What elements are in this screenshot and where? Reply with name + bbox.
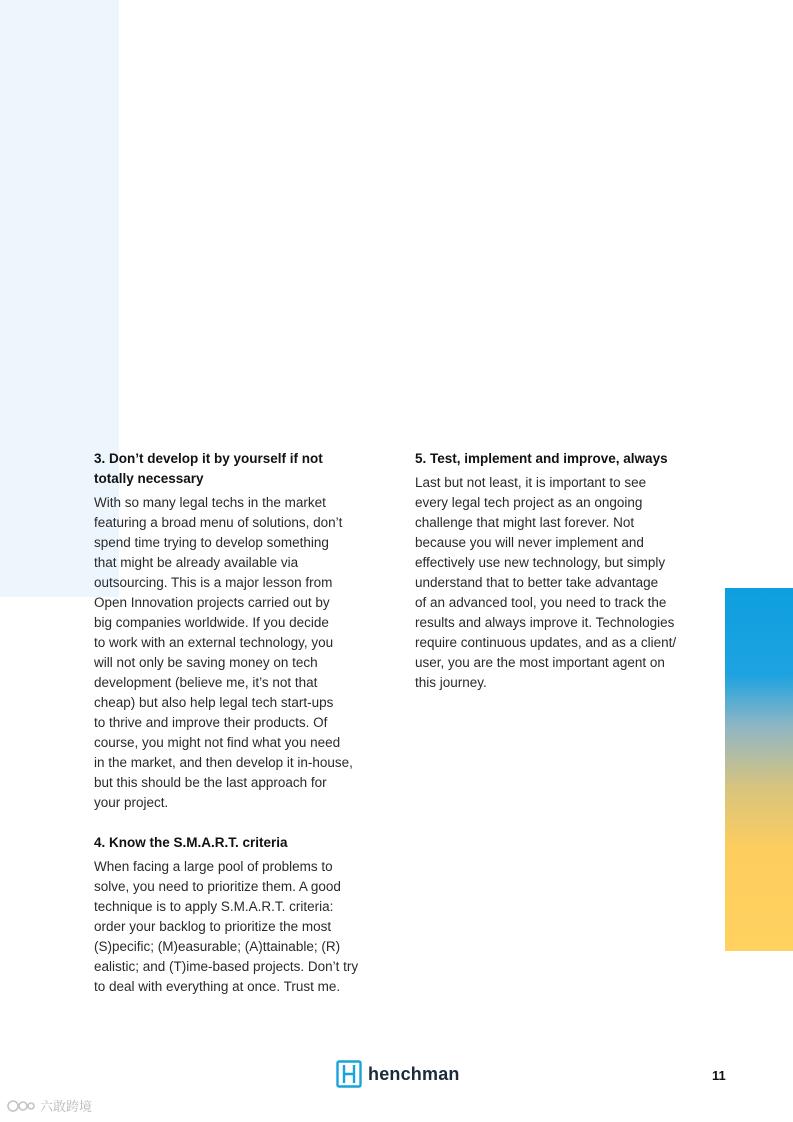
- section-4-body: When facing a large pool of problems to solve, you need to prioritize them. A good technique is to apply S.M.A.R.T. criteria: order your backlog to prioritize the most (S)pecific; (M)easurable; (A)ttainable; (R) ealistic; and (T)ime-based projects. Don’t try to deal with everything at once. Trust me.: [94, 859, 359, 994]
- section-3-heading: 3. Don’t develop it by yourself if not totally necessary: [94, 451, 323, 486]
- watermark: [6, 1096, 92, 1115]
- section-5: [415, 449, 715, 693]
- decorative-gradient-bar: [725, 588, 793, 951]
- section-4: [94, 833, 394, 997]
- page-number: 11: [712, 1068, 726, 1083]
- section-5-heading: 5. Test, implement and improve, always: [415, 451, 668, 466]
- watermark-icon: [6, 1098, 36, 1114]
- henchman-logo-icon: [336, 1060, 362, 1088]
- section-3-body: With so many legal techs in the market featuring a broad menu of solutions, don’t spend time trying to develop something that might be already available via outsourcing. This is a major lesson from Open Innovation projects carried out by big companies worldwide. If you decide to work with an external technology, you will not only be saving money on tech development (believe me, it’s not that cheap) but also help legal tech start-ups to thrive and improve their products. Of course, you might not find what you need in the market, and then develop it in-house, but this should be the last approach for your project.: [94, 495, 353, 810]
- watermark-text: 六敢跨境: [40, 1099, 93, 1114]
- footer-logo: [336, 1060, 460, 1088]
- logo-wordmark: henchman: [368, 1063, 460, 1084]
- section-3: [94, 449, 394, 813]
- section-5-body: Last but not least, it is important to see every legal tech project as an ongoing challenge that might last forever. Not because you will never implement and effectively use new technology, but simply understand that to better take advantage of an advanced tool, you need to track the results and always improve it. Technologies require continuous updates, and as a client/ user, you are the most important agent on this journey.: [415, 475, 677, 690]
- section-4-heading: 4. Know the S.M.A.R.T. criteria: [94, 835, 288, 850]
- left-column: [94, 449, 394, 997]
- right-column: [415, 449, 715, 693]
